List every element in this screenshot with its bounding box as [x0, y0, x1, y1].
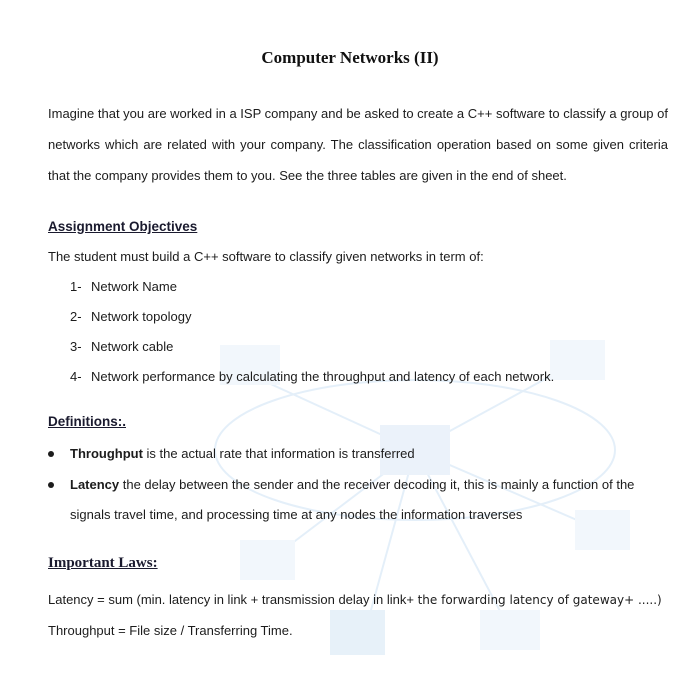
definition-item — [70, 439, 660, 469]
objective-item — [70, 339, 173, 354]
intro-paragraph: Imagine that you are worked in a ISP company and be asked to create a C++ software to classify a group of networks which are related with your company. The classification operation based on some given criteria that the company provides them to you. See the three tables are given in the end of sheet. — [48, 106, 668, 183]
laws-heading: Important Laws: — [48, 555, 158, 571]
definitions-heading: Definitions:. — [48, 414, 126, 429]
definition-term: Throughput — [70, 446, 143, 461]
latency-formula-part2: the forwarding latency of gateway+ .....) — [417, 593, 662, 607]
item-number: 2- — [70, 309, 82, 324]
item-number: 1- — [70, 279, 82, 294]
item-text: Network cable — [91, 339, 174, 354]
bullet-icon — [48, 451, 54, 457]
latency-formula-part1: Latency = sum (min. latency in link + transmission delay in link+ — [48, 592, 418, 607]
definition-term: Latency — [70, 477, 120, 492]
objective-item — [70, 369, 554, 384]
item-number: 4- — [70, 369, 82, 384]
objectives-heading: Assignment Objectives — [48, 219, 198, 234]
objectives-lead: The student must build a C++ software to classify given networks in term of: — [48, 249, 484, 264]
item-text: Network Name — [91, 279, 177, 294]
definition-item — [70, 470, 660, 530]
objective-item — [70, 309, 191, 324]
document-title: Computer Networks (II) — [261, 48, 439, 67]
item-text: Network topology — [91, 309, 192, 324]
item-number: 3- — [70, 339, 82, 354]
throughput-formula: Throughput = File size / Transferring Time. — [48, 623, 293, 638]
definition-text: is the actual rate that information is transferred — [142, 446, 415, 461]
bullet-icon — [48, 482, 54, 488]
latency-formula — [48, 592, 662, 607]
definition-text: the delay between the sender and the receiver decoding it, this is mainly a function of the signals travel time, and processing time at any nodes the information traverses — [70, 477, 635, 522]
objective-item — [70, 279, 177, 294]
item-text: Network performance by calculating the throughput and latency of each network. — [91, 369, 555, 384]
